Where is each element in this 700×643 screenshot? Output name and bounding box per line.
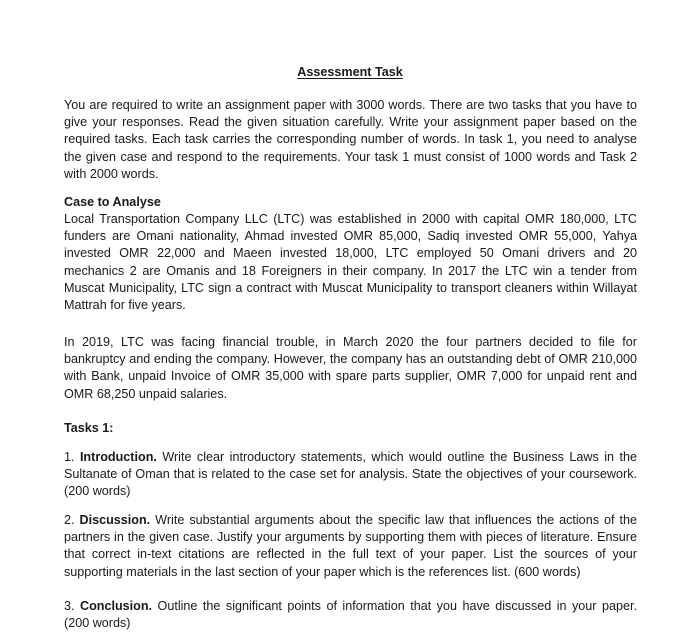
case-heading: Case to Analyse [64,195,161,209]
task-text: Outline the significant points of information that you have discussed in your paper. (200 words) [64,599,637,631]
task-number: 2. [64,513,80,527]
intro-paragraph: You are required to write an assignment paper with 3000 words. There are two tasks that you have to give your responses. Read the given situation carefully. Write your assignment paper based on the required tasks. Each task carries the corresponding number of words. In task 1, you need to analyse the given case and respond to the requirements. Your task 1 must consist of 1000 words and Task 2 with 2000 words. [64,98,637,181]
task-number: 1. [64,450,80,464]
task-label: Introduction. [79,450,157,464]
task-item-discussion [64,512,637,581]
case-paragraph-2: In 2019, LTC was facing financial trouble, in March 2020 the four partners decided to file for bankruptcy and ending the company. However, the company has an outstanding debt of OMR 210,000 with Bank, unpaid Invoice of OMR 35,000 with spare parts supplier, OMR 7,000 for unpaid rent and OMR 68,250 unpaid salaries. [64,335,637,401]
task-item-introduction [64,449,637,501]
task-label: Discussion. [79,513,151,527]
task-item-conclusion [64,598,637,632]
task-text: Write substantial arguments about the specific law that influences the actions of the partners in the given case. Justify your arguments by supporting them with pieces of literature. Ensure that correct in-text citations are reflected in the full text of your paper. List the sources of your supporting materials in the last section of your paper which is the references list. (600 words) [64,513,637,579]
case-paragraph-1: Local Transportation Company LLC (LTC) was established in 2000 with capital OMR 180,000, LTC funders are Omani nationality, Ahmad invested OMR 85,000, Sadiq invested OMR 55,000, Yahya invested OMR 22,000 and Maeen invested 18,000, LTC employed 50 Omani drivers and 20 mechanics 2 are Omanis and 18 Foreigners in their company. In 2017 the LTC win a tender from Muscat Municipality, LTC sign a contract with Muscat Municipality to transport cleaners within Willayat Mattrah for five years. [64,212,637,313]
task-label: Conclusion. [79,599,153,613]
tasks-heading: Tasks 1: [64,421,114,435]
task-number: 3. [64,599,80,613]
task-text: Write clear introductory statements, which would outline the Business Laws in the Sultanate of Oman that is related to the case set for analysis. State the objectives of your coursework. (200 words) [64,450,637,499]
page-title: Assessment Task [297,65,403,79]
